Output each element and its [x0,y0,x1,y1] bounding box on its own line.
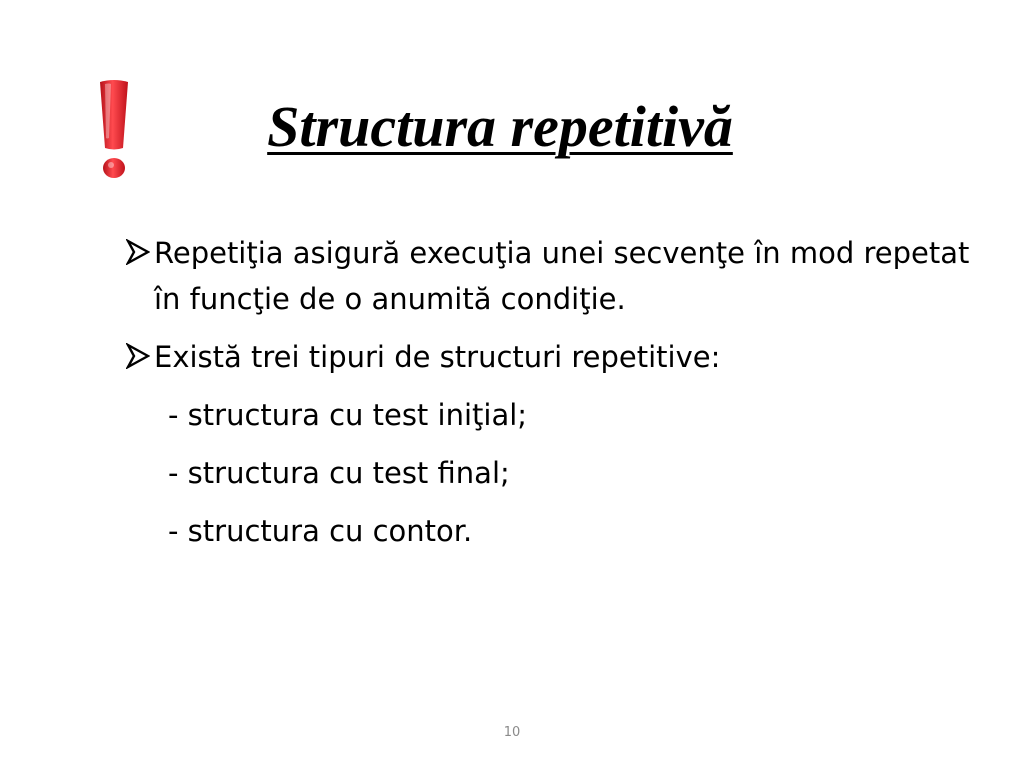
bullet-item [124,230,984,322]
arrow-bullet-icon [126,343,150,369]
page-number: 10 [503,725,521,740]
slide-title-text: Structura repetitivă [267,94,733,159]
sub-item: - structura cu test final; [168,456,510,490]
sub-item: - structura cu contor. [168,514,473,548]
arrow-bullet-icon [126,239,150,265]
bullet-item [124,334,984,380]
sub-item: - structura cu test iniţial; [168,398,528,432]
bullet-text: Repetiţia asigură execuţia unei secvenţe în mod repetat în funcţie de o anumită condiţie. [154,236,970,316]
slide-body [124,230,984,566]
bullet-text: Există trei tipuri de structuri repetitive: [154,340,721,374]
slide-title [0,92,1000,162]
